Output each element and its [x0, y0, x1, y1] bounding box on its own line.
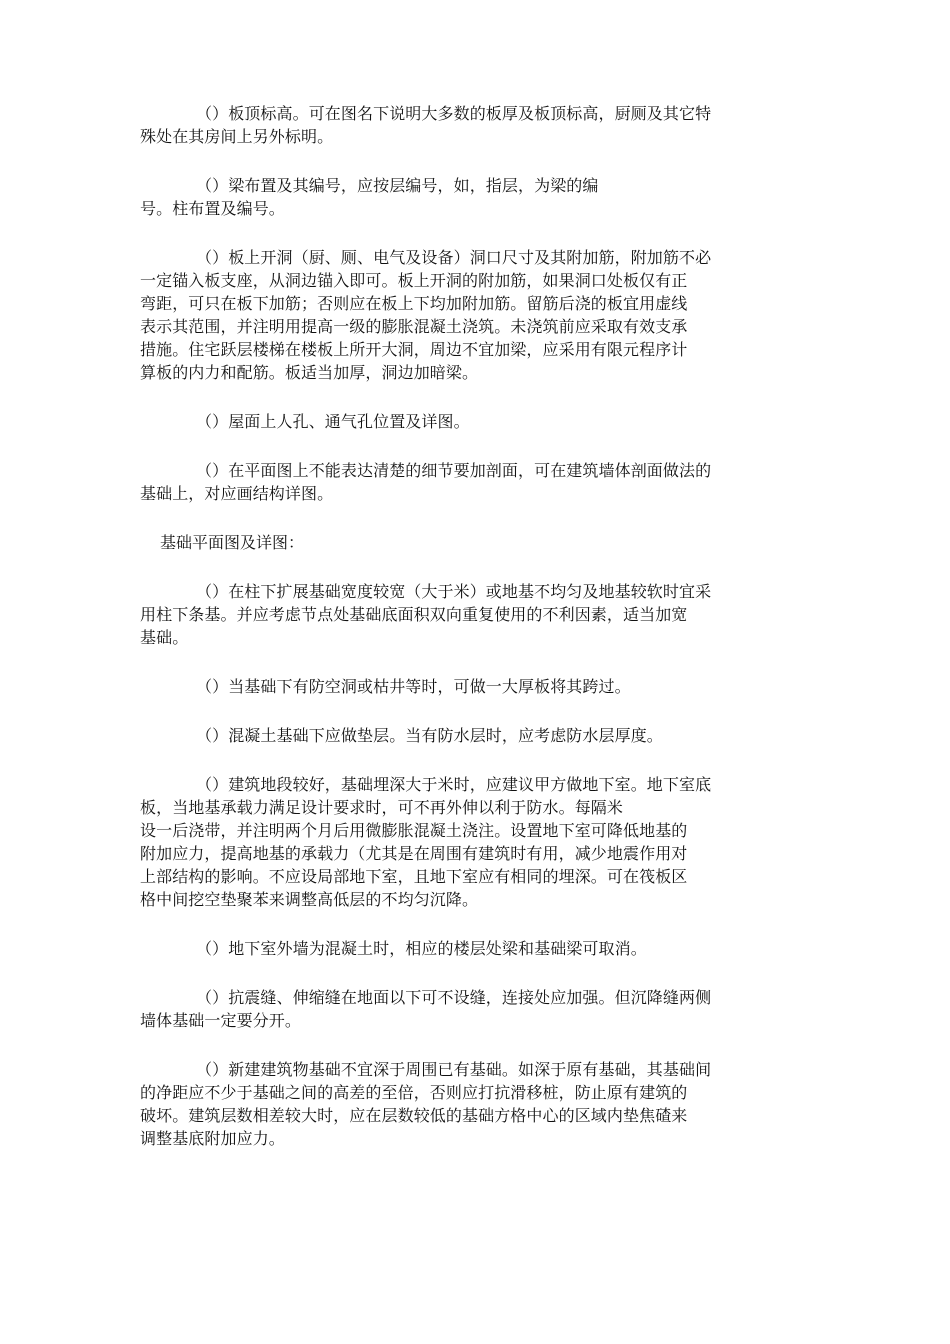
- paragraph-basement-wall: [140, 937, 808, 960]
- paragraph-basement: [140, 773, 808, 911]
- paragraph-line: 基础。: [140, 628, 189, 647]
- paragraph-line: 用柱下条基。并应考虑节点处基础底面积双向重复使用的不利因素，适当加宽: [140, 605, 688, 624]
- paragraph-slab-top-elevation: [140, 102, 808, 148]
- paragraph-line: 殊处在其房间上另外标明。: [140, 127, 334, 146]
- paragraph-line: 设一后浇带，并注明两个月后用微膨胀混凝土浇注。设置地下室可降低地基的: [140, 821, 688, 840]
- paragraph-line: 板，当地基承载力满足设计要求时，可不再外伸以利于防水。每隔米: [140, 798, 624, 817]
- paragraph-line: 基础上，对应画结构详图。: [140, 484, 334, 503]
- paragraph-line: （）屋面上人孔、通气孔位置及详图。: [196, 412, 470, 431]
- paragraph-line: （）建筑地段较好，基础埋深大于米时，应建议甲方做地下室。地下室底: [196, 775, 712, 794]
- paragraph-line: （）在柱下扩展基础宽度较宽（大于米）或地基不均匀及地基较软时宜采: [196, 582, 712, 601]
- paragraph-section-details: [140, 459, 808, 505]
- paragraph-line: 措施。住宅跃层楼梯在楼板上所开大洞，周边不宜加梁，应采用有限元程序计: [140, 340, 688, 359]
- document-page: [140, 102, 808, 1176]
- paragraph-line: （）当基础下有防空洞或枯井等时，可做一大厚板将其跨过。: [196, 677, 631, 696]
- paragraph-slab-openings: [140, 246, 808, 384]
- paragraph-line: 算板的内力和配筋。板适当加厚，洞边加暗梁。: [140, 363, 479, 382]
- paragraph-line: 弯距，可只在板下加筋；否则应在板上下均加附加筋。留筋后浇的板宜用虚线: [140, 294, 688, 313]
- paragraph-line: 上部结构的影响。不应设局部地下室，且地下室应有相同的埋深。可在筏板区: [140, 867, 688, 886]
- paragraph-air-raid-shelter: [140, 675, 808, 698]
- section-heading-foundation: 基础平面图及详图：: [160, 533, 305, 552]
- paragraph-line: （）梁布置及其编号，应按层编号，如，指层，为梁的编: [196, 176, 599, 195]
- paragraph-line: （）地下室外墙为混凝土时，相应的楼层处梁和基础梁可取消。: [196, 939, 647, 958]
- paragraph-strip-foundation: [140, 580, 808, 649]
- paragraph-roof-openings: [140, 410, 808, 433]
- paragraph-line: 墙体基础一定要分开。: [140, 1011, 302, 1030]
- paragraph-line: 附加应力，提高地基的承载力（尤其是在周围有建筑时有用，减少地震作用对: [140, 844, 688, 863]
- paragraph-line: （）混凝土基础下应做垫层。当有防水层时，应考虑防水层厚度。: [196, 726, 663, 745]
- paragraph-line: 格中间挖空垫聚苯来调整高低层的不均匀沉降。: [140, 890, 479, 909]
- paragraph-line: （）抗震缝、伸缩缝在地面以下可不设缝，连接处应加强。但沉降缝两侧: [196, 988, 712, 1007]
- paragraph-line: 调整基底附加应力。: [140, 1129, 285, 1148]
- paragraph-line: 的净距应不少于基础之间的高差的至倍，否则应打抗滑移桩，防止原有建筑的: [140, 1083, 688, 1102]
- paragraph-line: 一定锚入板支座，从洞边锚入即可。板上开洞的附加筋，如果洞口处板仅有正: [140, 271, 688, 290]
- paragraph-line: 表示其范围，并注明用提高一级的膨胀混凝土浇筑。未浇筑前应采取有效支承: [140, 317, 688, 336]
- paragraph-line: （）在平面图上不能表达清楚的细节要加剖面，可在建筑墙体剖面做法的: [196, 461, 712, 480]
- paragraph-line: （）板上开洞（厨、厕、电气及设备）洞口尺寸及其附加筋，附加筋不必: [196, 248, 712, 267]
- paragraph-line: 号。柱布置及编号。: [140, 199, 285, 218]
- paragraph-line: （）板顶标高。可在图名下说明大多数的板厚及板顶标高，厨厕及其它特: [196, 104, 712, 123]
- paragraph-line: 破坏。建筑层数相差较大时，应在层数较低的基础方格中心的区域内垫焦碴来: [140, 1106, 688, 1125]
- paragraph-beam-layout: [140, 174, 808, 220]
- paragraph-concrete-cushion: [140, 724, 808, 747]
- paragraph-joints: [140, 986, 808, 1032]
- paragraph-new-building-foundation: [140, 1058, 808, 1150]
- paragraph-line: （）新建建筑物基础不宜深于周围已有基础。如深于原有基础，其基础间: [196, 1060, 712, 1079]
